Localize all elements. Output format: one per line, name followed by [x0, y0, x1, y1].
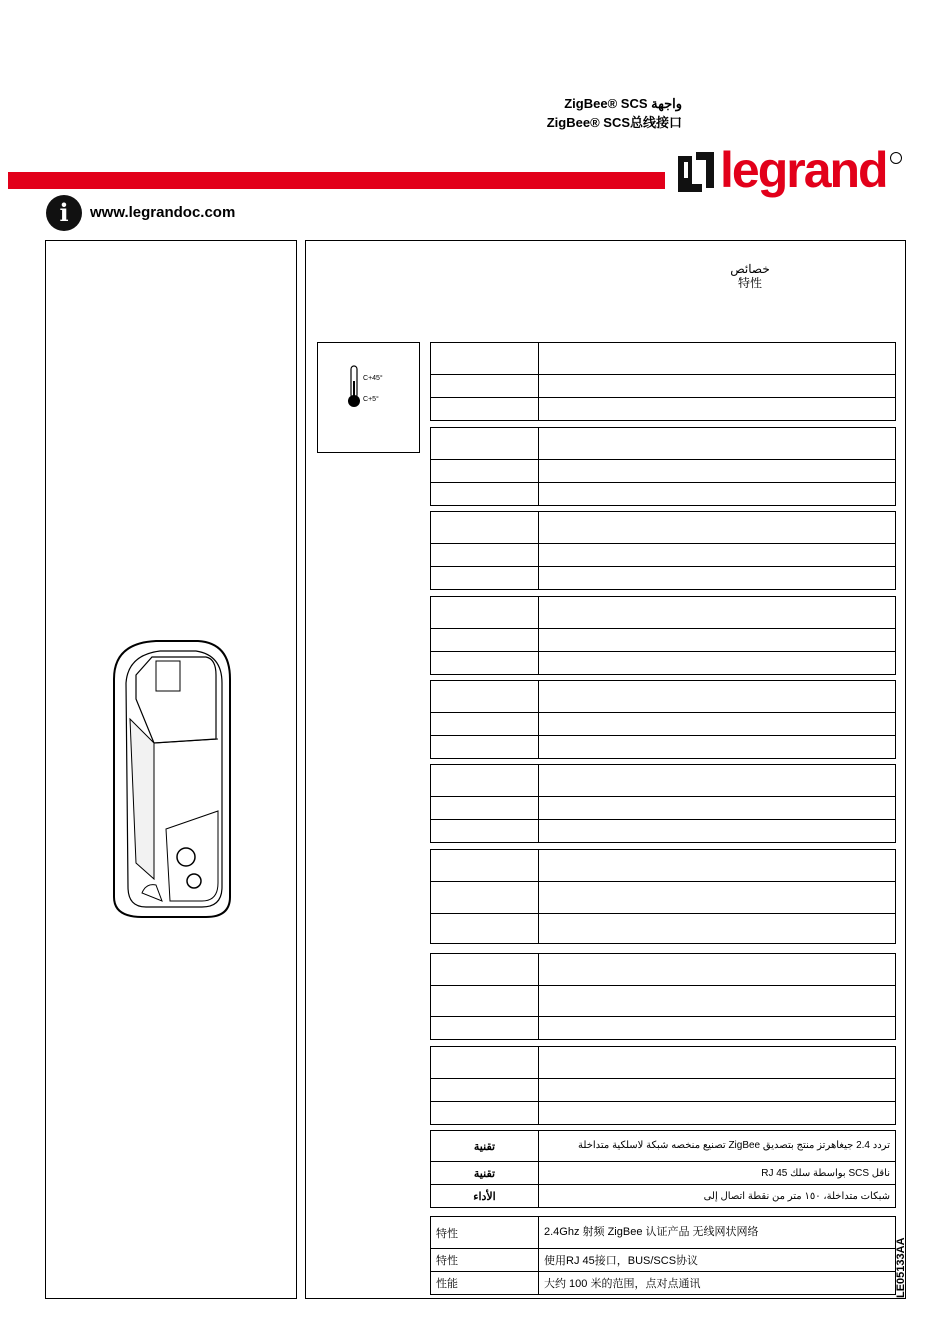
- brand-bar: [8, 172, 665, 189]
- temp-min: +5°: [368, 396, 379, 403]
- empty-table-5: [430, 680, 896, 759]
- table-row: [431, 1185, 896, 1208]
- temp-unit-max: C: [363, 375, 369, 382]
- empty-table-7: [430, 849, 896, 944]
- table-row: [431, 1272, 896, 1295]
- chinese-label: 特性: [431, 1217, 539, 1249]
- arabic-value: شبكات متداخلة، ١٥٠ متر من نقطة اتصال إلى: [539, 1185, 896, 1208]
- table-row: [431, 1249, 896, 1272]
- product-panel: [45, 240, 297, 1299]
- section-title-chinese: 特性: [737, 276, 762, 290]
- empty-table-4: [430, 596, 896, 675]
- arabic-value: تردد 2.4 جيغاهرتز منتج بتصديق ZigBee تصنيع منخصه شبكة لاسلكية متداخلة: [539, 1131, 896, 1162]
- empty-table-2: [430, 427, 896, 506]
- info-icon: i: [46, 195, 82, 231]
- temp-max: +45°: [368, 375, 383, 382]
- arabic-label: تقنية: [431, 1162, 539, 1185]
- empty-table-6: [430, 764, 896, 843]
- empty-table-3: [430, 511, 896, 590]
- chinese-value: 使用RJ 45接口，BUS/SCS协议: [539, 1249, 896, 1272]
- arabic-value: ناقل SCS بواسطة سلك RJ 45: [539, 1162, 896, 1185]
- empty-table-8: [430, 953, 896, 1040]
- empty-table-1: [430, 342, 896, 421]
- table-row: [431, 1131, 896, 1162]
- title-chinese: ZigBee® SCS总线接口: [546, 115, 682, 130]
- arabic-spec-table: [430, 1130, 896, 1208]
- legrand-logo-mark: [678, 152, 714, 192]
- table-row: [431, 1162, 896, 1185]
- temperature-box: [317, 342, 420, 453]
- section-title-arabic: خصائص: [730, 262, 770, 276]
- temp-unit-min: C: [363, 396, 369, 403]
- website-link[interactable]: www.legrandoc.com: [90, 204, 236, 221]
- document-code: LE05133AA: [895, 1237, 907, 1298]
- table-row: [431, 1217, 896, 1249]
- registered-mark: [890, 152, 902, 164]
- product-illustration: [106, 639, 236, 921]
- chinese-spec-table: [430, 1216, 896, 1295]
- thermometer-icon: [346, 365, 362, 409]
- arabic-label: تقنية: [431, 1131, 539, 1162]
- section-heading: [700, 262, 800, 290]
- chinese-label: 性能: [431, 1272, 539, 1295]
- chinese-value: 2.4Ghz 射频 ZigBee 认证产品 无线网状网络: [539, 1217, 896, 1249]
- empty-table-9: [430, 1046, 896, 1125]
- chinese-value: 大约 100 米的范围，点对点通讯: [539, 1272, 896, 1295]
- title-arabic: ZigBee® SCS واجهة: [564, 96, 682, 111]
- brand-logo-text: legrand: [720, 142, 887, 198]
- chinese-label: 特性: [431, 1249, 539, 1272]
- arabic-label: الأداء: [431, 1185, 539, 1208]
